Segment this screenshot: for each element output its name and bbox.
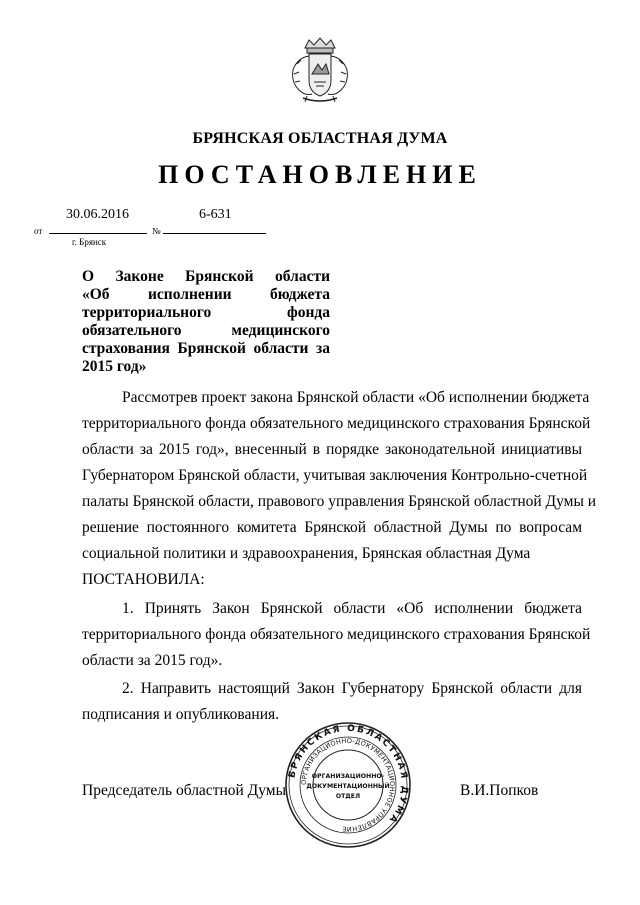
document-type: ПОСТАНОВЛЕНИЕ bbox=[158, 160, 482, 189]
text-line: палаты Брянской области, правового управления Брянской областной Думы и bbox=[82, 493, 597, 510]
number-line bbox=[163, 233, 266, 234]
title-line: территориального фонда bbox=[82, 304, 330, 321]
signatory-position: Председатель областной Думы bbox=[82, 782, 287, 799]
stamp-ring-text: БРЯНСКАЯ ОБЛАСТНАЯ ДУМА bbox=[287, 723, 410, 826]
text-line: 1. Принять Закон Брянской области «Об исполнении бюджета bbox=[122, 600, 582, 617]
stamp-inner-ring-text: ОРГАНИЗАЦИОННО-ДОКУМЕНТАЦИОННОЕ УПРАВЛЕНИЕ bbox=[299, 736, 397, 834]
text-line: социальной политики и здравоохранения, Брянская областная Дума bbox=[82, 545, 531, 562]
text-line: решение постоянного комитета Брянской областной Думы по вопросам bbox=[82, 519, 582, 536]
signatory-name: В.И.Попков bbox=[460, 782, 539, 799]
title-line: обязательного медицинского bbox=[82, 322, 330, 339]
document-date: 30.06.2016 bbox=[66, 207, 129, 222]
resolution-item-2 bbox=[82, 676, 582, 728]
preamble-paragraph bbox=[82, 385, 597, 593]
text-line: территориального фонда обязательного медицинского страхования Брянской bbox=[82, 626, 591, 643]
official-stamp bbox=[283, 722, 413, 848]
stamp-center-line: ОТДЕЛ bbox=[335, 793, 361, 800]
date-prefix-label: от bbox=[34, 226, 43, 236]
text-line: подписания и опубликования. bbox=[82, 706, 279, 723]
stamp-center-line: ОРГАНИЗАЦИОННО- bbox=[311, 773, 385, 780]
text-line: Рассмотрев проект закона Брянской области «Об исполнении бюджета bbox=[122, 389, 590, 406]
title-line: 2015 год» bbox=[82, 358, 147, 375]
text-line: 2. Направить настоящий Закон Губернатору Брянской области для bbox=[122, 680, 582, 697]
text-line: области за 2015 год», внесенный в порядке законодательной инициативы bbox=[82, 441, 582, 458]
number-prefix-label: № bbox=[152, 226, 161, 236]
date-line bbox=[49, 233, 147, 234]
document-number: 6-631 bbox=[199, 207, 232, 222]
title-line: О Законе Брянской области bbox=[82, 268, 330, 285]
text-line: области за 2015 год». bbox=[82, 652, 223, 669]
resolution-item-1 bbox=[82, 596, 591, 674]
title-line: страхования Брянской области за bbox=[82, 340, 330, 357]
text-line: Губернатором Брянской области, учитывая заключения Контрольно-счетной bbox=[82, 467, 588, 484]
coat-of-arms-emblem bbox=[285, 34, 355, 106]
city-label: г. Брянск bbox=[72, 237, 107, 247]
document-title bbox=[82, 268, 330, 376]
organization-name: БРЯНСКАЯ ОБЛАСТНАЯ ДУМА bbox=[192, 130, 448, 147]
resolved-word: ПОСТАНОВИЛА: bbox=[82, 571, 205, 588]
text-line: территориального фонда обязательного медицинского страхования Брянской bbox=[82, 415, 591, 432]
title-line: «Об исполнении бюджета bbox=[82, 286, 330, 303]
stamp-center-line: ДОКУМЕНТАЦИОННЫЙ bbox=[306, 783, 390, 790]
